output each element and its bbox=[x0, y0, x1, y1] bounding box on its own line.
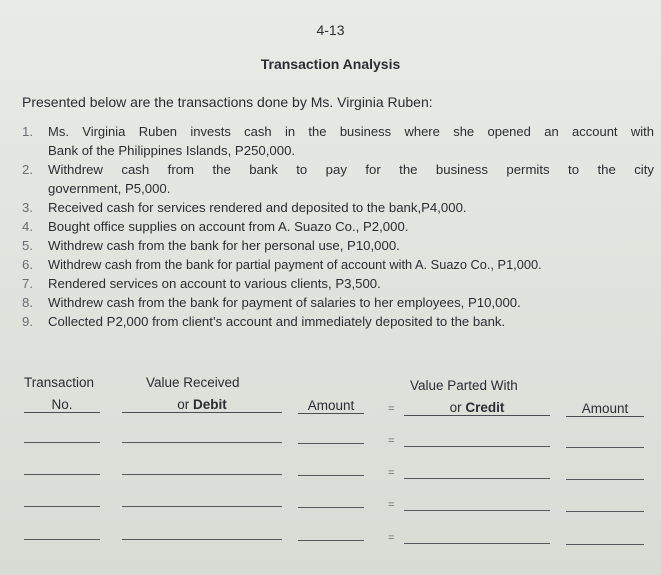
transaction-item: 9. Collected P2,000 from client’s account and immediately deposited to the bank. bbox=[22, 314, 506, 329]
transaction-item: 5. Withdrew cash from the bank for her personal use, P10,000. bbox=[22, 238, 400, 253]
intro-text: Presented below are the transactions done by Ms. Virginia Ruben: bbox=[22, 94, 433, 110]
transaction-item: 1. Ms. Virginia Ruben invests cash in the business where she opened an account with Bank of the Philippines Islands, P250,000. bbox=[22, 124, 654, 158]
blank-debit[interactable] bbox=[122, 474, 282, 475]
transaction-item: 2. Withdrew cash from the bank to pay for the business permits to the city government, P5,000. bbox=[22, 162, 654, 196]
transaction-list bbox=[22, 122, 654, 331]
blank-credit[interactable] bbox=[404, 543, 550, 544]
blank-no[interactable] bbox=[24, 442, 100, 443]
blank-debit[interactable] bbox=[122, 539, 282, 540]
transaction-item: 7. Rendered services on account to various clients, P3,500. bbox=[22, 276, 381, 291]
blank-amount-credit[interactable] bbox=[566, 447, 644, 448]
transaction-item: 3. Received cash for services rendered and deposited to the bank,P4,000. bbox=[22, 200, 467, 215]
blank-amount-credit[interactable] bbox=[566, 544, 644, 545]
equals-sign: = bbox=[388, 499, 395, 511]
blank-debit[interactable] bbox=[122, 506, 282, 507]
blank-no[interactable] bbox=[24, 474, 100, 475]
header-value-received: Value Received bbox=[146, 375, 240, 390]
blank-amount-debit[interactable] bbox=[298, 507, 364, 508]
header-amount-credit: Amount bbox=[566, 401, 644, 417]
blank-credit[interactable] bbox=[404, 478, 550, 479]
header-or-debit: or Debit bbox=[122, 397, 282, 413]
blank-amount-credit[interactable] bbox=[566, 479, 644, 480]
header-amount-debit: Amount bbox=[298, 398, 364, 414]
blank-no[interactable] bbox=[24, 506, 100, 507]
header-no: No. bbox=[24, 397, 100, 413]
blank-amount-debit[interactable] bbox=[298, 443, 364, 444]
header-or-credit: or Credit bbox=[404, 400, 550, 416]
header-value-parted-with: Value Parted With bbox=[410, 378, 518, 393]
equals-sign: = bbox=[388, 532, 395, 544]
transaction-item: 8. Withdrew cash from the bank for payment of salaries to her employees, P10,000. bbox=[22, 295, 521, 310]
transaction-item: 4. Bought office supplies on account from A. Suazo Co., P2,000. bbox=[22, 219, 409, 234]
header-equals: = bbox=[388, 403, 395, 415]
document-title: Transaction Analysis bbox=[260, 56, 401, 72]
equals-sign: = bbox=[388, 435, 395, 447]
blank-credit[interactable] bbox=[404, 510, 550, 511]
blank-amount-credit[interactable] bbox=[566, 511, 644, 512]
blank-no[interactable] bbox=[24, 539, 100, 540]
transaction-item: 6. Withdrew cash from the bank for partial payment of account with A. Suazo Co., P1,000. bbox=[22, 257, 542, 272]
equals-sign: = bbox=[388, 467, 395, 479]
page-number: 4-13 bbox=[316, 22, 345, 38]
blank-amount-debit[interactable] bbox=[298, 540, 364, 541]
blank-credit[interactable] bbox=[404, 446, 550, 447]
blank-debit[interactable] bbox=[122, 442, 282, 443]
header-transaction: Transaction bbox=[24, 375, 95, 390]
blank-amount-debit[interactable] bbox=[298, 475, 364, 476]
